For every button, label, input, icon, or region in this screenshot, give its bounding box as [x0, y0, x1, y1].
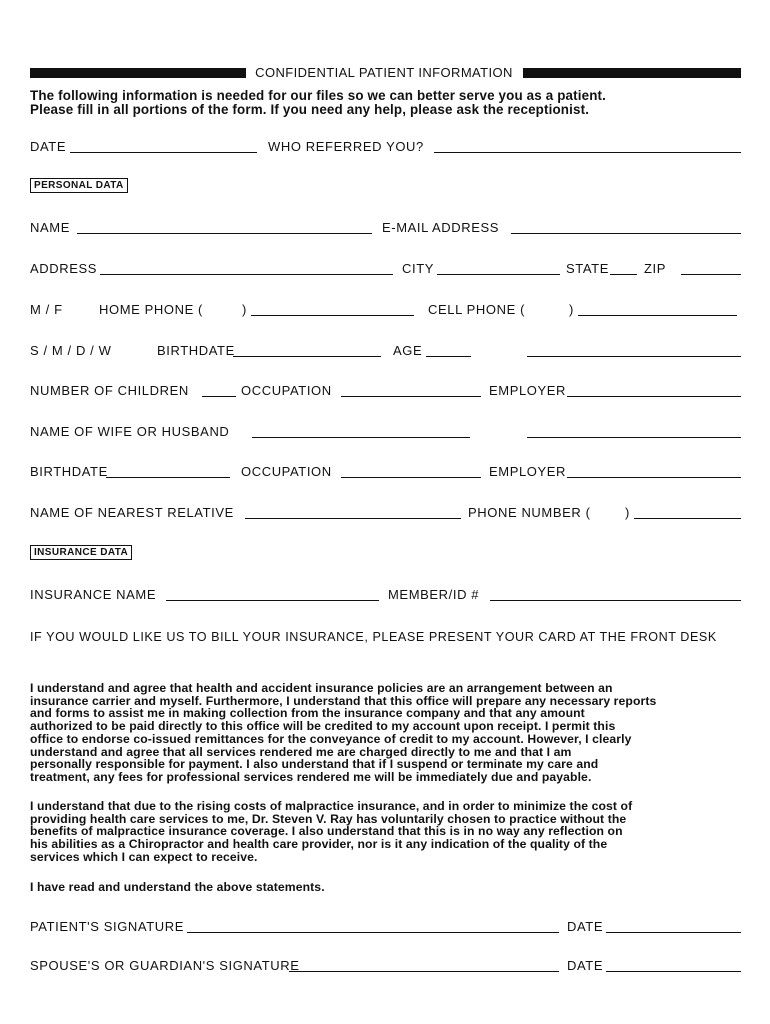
- paragraph-line: I understand and agree that health and accident insurance policies are an arrangement between an: [30, 681, 613, 695]
- financial-agreement-paragraph: [30, 682, 742, 784]
- acknowledgement-statement: I have read and understand the above statements.: [30, 880, 325, 894]
- paragraph-line: personally responsible for payment. I also understand that if I suspend or terminate my care and: [30, 757, 599, 772]
- member-id-field[interactable]: [490, 600, 741, 601]
- spouse-date-field[interactable]: [606, 971, 741, 972]
- num-children-field[interactable]: [202, 396, 236, 397]
- email-label: E-MAIL ADDRESS: [382, 220, 500, 235]
- patient-signature-label: PATIENT'S SIGNATURE: [30, 919, 185, 934]
- cell-phone-close-paren: ): [569, 302, 574, 317]
- spouse-date-label: DATE: [567, 958, 604, 973]
- age-label: AGE: [393, 343, 423, 358]
- extra-field-1[interactable]: [527, 356, 741, 357]
- paragraph-line: authorized to be paid directly to this office will be credited to my account upon receipt. I permit this: [30, 719, 616, 734]
- form-title: CONFIDENTIAL PATIENT INFORMATION: [255, 65, 513, 80]
- header-bar-left: [30, 68, 246, 78]
- city-label: CITY: [402, 261, 435, 276]
- marital-status-label[interactable]: S / M / D / W: [30, 343, 112, 358]
- employer-field[interactable]: [567, 396, 741, 397]
- date-label: DATE: [30, 139, 67, 154]
- paragraph-line: his abilities as a Chiropractor and health care provider, nor is it any indication of the quality of the: [30, 837, 608, 852]
- referred-label: WHO REFERRED YOU?: [268, 139, 424, 154]
- sex-label[interactable]: M / F: [30, 302, 63, 317]
- patient-signature-field[interactable]: [187, 932, 559, 933]
- paragraph-line: services which I can expect to receive.: [30, 849, 258, 864]
- spouse-occupation-field[interactable]: [341, 477, 481, 478]
- city-field[interactable]: [437, 274, 560, 275]
- paragraph-line: understand and agree that all services rendered me are charged directly to me and that I am: [30, 744, 572, 759]
- address-field[interactable]: [100, 274, 393, 275]
- insurance-name-field[interactable]: [166, 600, 379, 601]
- occupation-label: OCCUPATION: [241, 383, 332, 398]
- insurance-card-notice: IF YOU WOULD LIKE US TO BILL YOUR INSURANCE, PLEASE PRESENT YOUR CARD AT THE FRONT DESK: [30, 630, 717, 644]
- employer-label: EMPLOYER: [489, 383, 567, 398]
- num-children-label: NUMBER OF CHILDREN: [30, 383, 189, 398]
- insurance-name-label: INSURANCE NAME: [30, 587, 157, 602]
- spouse-signature-label: SPOUSE'S OR GUARDIAN'S SIGNATURE: [30, 958, 300, 973]
- paragraph-line: treatment, any fees for professional services rendered me will be immediately due and payable.: [30, 769, 592, 784]
- intro-line-1: The following information is needed for our files so we can better serve you as a patient.: [30, 88, 607, 103]
- name-field[interactable]: [77, 233, 372, 234]
- zip-field[interactable]: [681, 274, 741, 275]
- occupation-field[interactable]: [341, 396, 481, 397]
- home-phone-close-paren: ): [242, 302, 247, 317]
- address-label: ADDRESS: [30, 261, 98, 276]
- relative-phone-field[interactable]: [634, 518, 741, 519]
- patient-date-field[interactable]: [606, 932, 741, 933]
- birthdate-field[interactable]: [233, 356, 381, 357]
- paragraph-line: I understand that due to the rising costs of malpractice insurance, and in order to minimize the cost of: [30, 799, 633, 813]
- personal-data-section-label: PERSONAL DATA: [30, 178, 128, 193]
- age-field[interactable]: [426, 356, 471, 357]
- spouse-name-label: NAME OF WIFE OR HUSBAND: [30, 424, 230, 439]
- member-id-label: MEMBER/ID #: [388, 587, 480, 602]
- referred-field[interactable]: [434, 152, 741, 153]
- name-label: NAME: [30, 220, 70, 235]
- intro-text: [30, 89, 750, 117]
- malpractice-paragraph: [30, 800, 742, 864]
- spouse-employer-field[interactable]: [567, 477, 741, 478]
- state-field[interactable]: [610, 274, 637, 275]
- intro-line-2: Please fill in all portions of the form. If you need any help, please ask the receptionist.: [30, 102, 590, 117]
- home-phone-label: HOME PHONE (: [99, 302, 203, 317]
- spouse-birthdate-field[interactable]: [106, 477, 230, 478]
- paragraph-line: and forms to assist me in making collection from the insurance company and that any amount: [30, 706, 585, 721]
- zip-label: ZIP: [644, 261, 667, 276]
- spouse-name-field[interactable]: [252, 437, 470, 438]
- paragraph-line: benefits of malpractice insurance coverage. I also understand that this is in no way any reflection on: [30, 824, 623, 839]
- spouse-signature-field[interactable]: [289, 971, 559, 972]
- cell-phone-field[interactable]: [578, 315, 737, 316]
- date-field[interactable]: [70, 152, 257, 153]
- extra-field-2[interactable]: [527, 437, 741, 438]
- relative-phone-close-paren: ): [625, 505, 630, 520]
- spouse-birthdate-label: BIRTHDATE: [30, 464, 108, 479]
- paragraph-line: office to endorse co-issued remittances for the conveyance of credit to my account. However, I clearly: [30, 731, 632, 746]
- relative-field[interactable]: [245, 518, 461, 519]
- state-label: STATE: [566, 261, 609, 276]
- patient-date-label: DATE: [567, 919, 604, 934]
- relative-phone-label: PHONE NUMBER (: [468, 505, 591, 520]
- spouse-employer-label: EMPLOYER: [489, 464, 567, 479]
- email-field[interactable]: [511, 233, 741, 234]
- birthdate-label: BIRTHDATE: [157, 343, 235, 358]
- paragraph-line: providing health care services to me, Dr. Steven V. Ray has voluntarily chosen to practice without the: [30, 811, 627, 826]
- insurance-data-section-label: INSURANCE DATA: [30, 545, 132, 560]
- relative-label: NAME OF NEAREST RELATIVE: [30, 505, 234, 520]
- header-bar-right: [523, 68, 741, 78]
- paragraph-line: insurance carrier and myself. Furthermore, I understand that this office will prepare any necessary reports: [30, 693, 657, 708]
- home-phone-field[interactable]: [251, 315, 414, 316]
- spouse-occupation-label: OCCUPATION: [241, 464, 332, 479]
- cell-phone-label: CELL PHONE (: [428, 302, 526, 317]
